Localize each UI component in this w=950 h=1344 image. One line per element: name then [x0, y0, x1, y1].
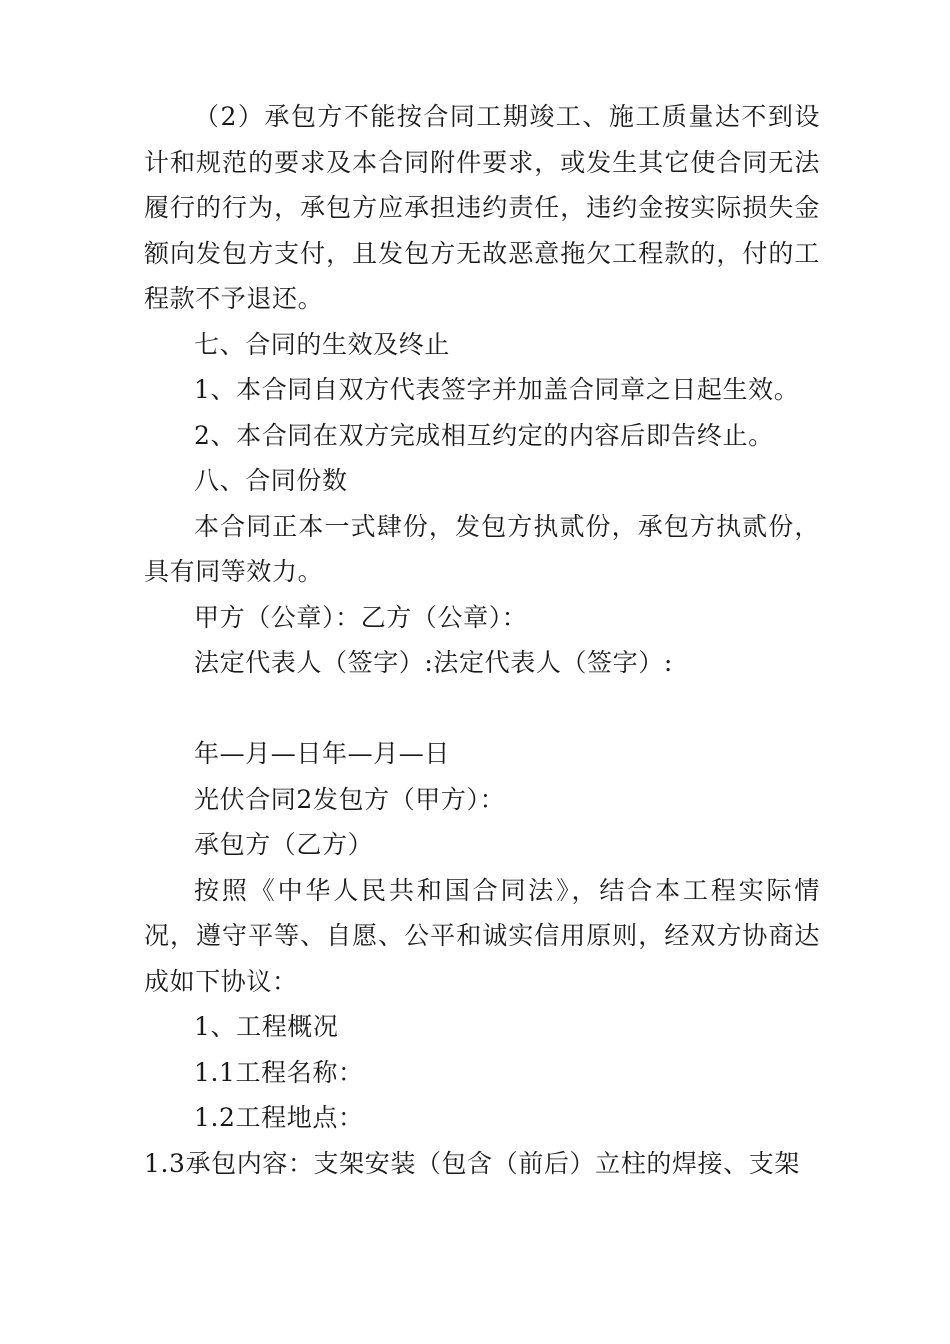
signature-representative-line: 法定代表人（签字）:法定代表人（签字）:: [194, 648, 673, 677]
paragraph-preamble: 按照《中华人民共和国合同法》，结合本工程实际情况，遵守平等、自愿、公平和诚实信用原则，经双方协商达成如下协议：: [144, 875, 820, 996]
signature-seal-line: 甲方（公章）：乙方（公章）：: [194, 602, 528, 632]
section-heading-project-overview: 1、工程概况: [194, 1012, 339, 1041]
field-project-name: 1.1工程名称：: [194, 1057, 364, 1087]
section-heading-copies: 八、合同份数: [194, 466, 348, 495]
signature-date-line: 年—月—日年—月—日: [194, 739, 451, 768]
paragraph-termination: 2、本合同在双方完成相互约定的内容后即告终止。: [194, 420, 774, 450]
contract-2-contractor-line: 承包方（乙方）: [194, 830, 374, 859]
field-project-location: 1.2工程地点：: [194, 1103, 364, 1132]
field-contract-scope: 1.3承包内容：支架安装（包含（前后）立柱的焊接、支架: [144, 1148, 800, 1178]
document-body: [144, 94, 820, 1186]
section-heading-effect-termination: 七、合同的生效及终止: [194, 329, 451, 359]
paragraph-copies: 本合同正本一式肆份，发包方执贰份，承包方执贰份，具有同等效力。: [144, 511, 820, 586]
paragraph-effective-date: 1、本合同自双方代表签字并加盖合同章之日起生效。: [194, 375, 800, 404]
blank-line: [144, 686, 820, 732]
paragraph-breach-clause-2: （2）承包方不能按合同工期竣工、施工质量达不到设计和规范的要求及本合同附件要求，或发生其它使合同无法履行的行为，承包方应承担违约责任，违约金按实际损失金额向发包方支付，且发包方无故恶意拖欠工程款的，付的工程款不予退还。: [144, 102, 820, 313]
contract-2-employer-line: 光伏合同2发包方（甲方）：: [194, 784, 506, 814]
